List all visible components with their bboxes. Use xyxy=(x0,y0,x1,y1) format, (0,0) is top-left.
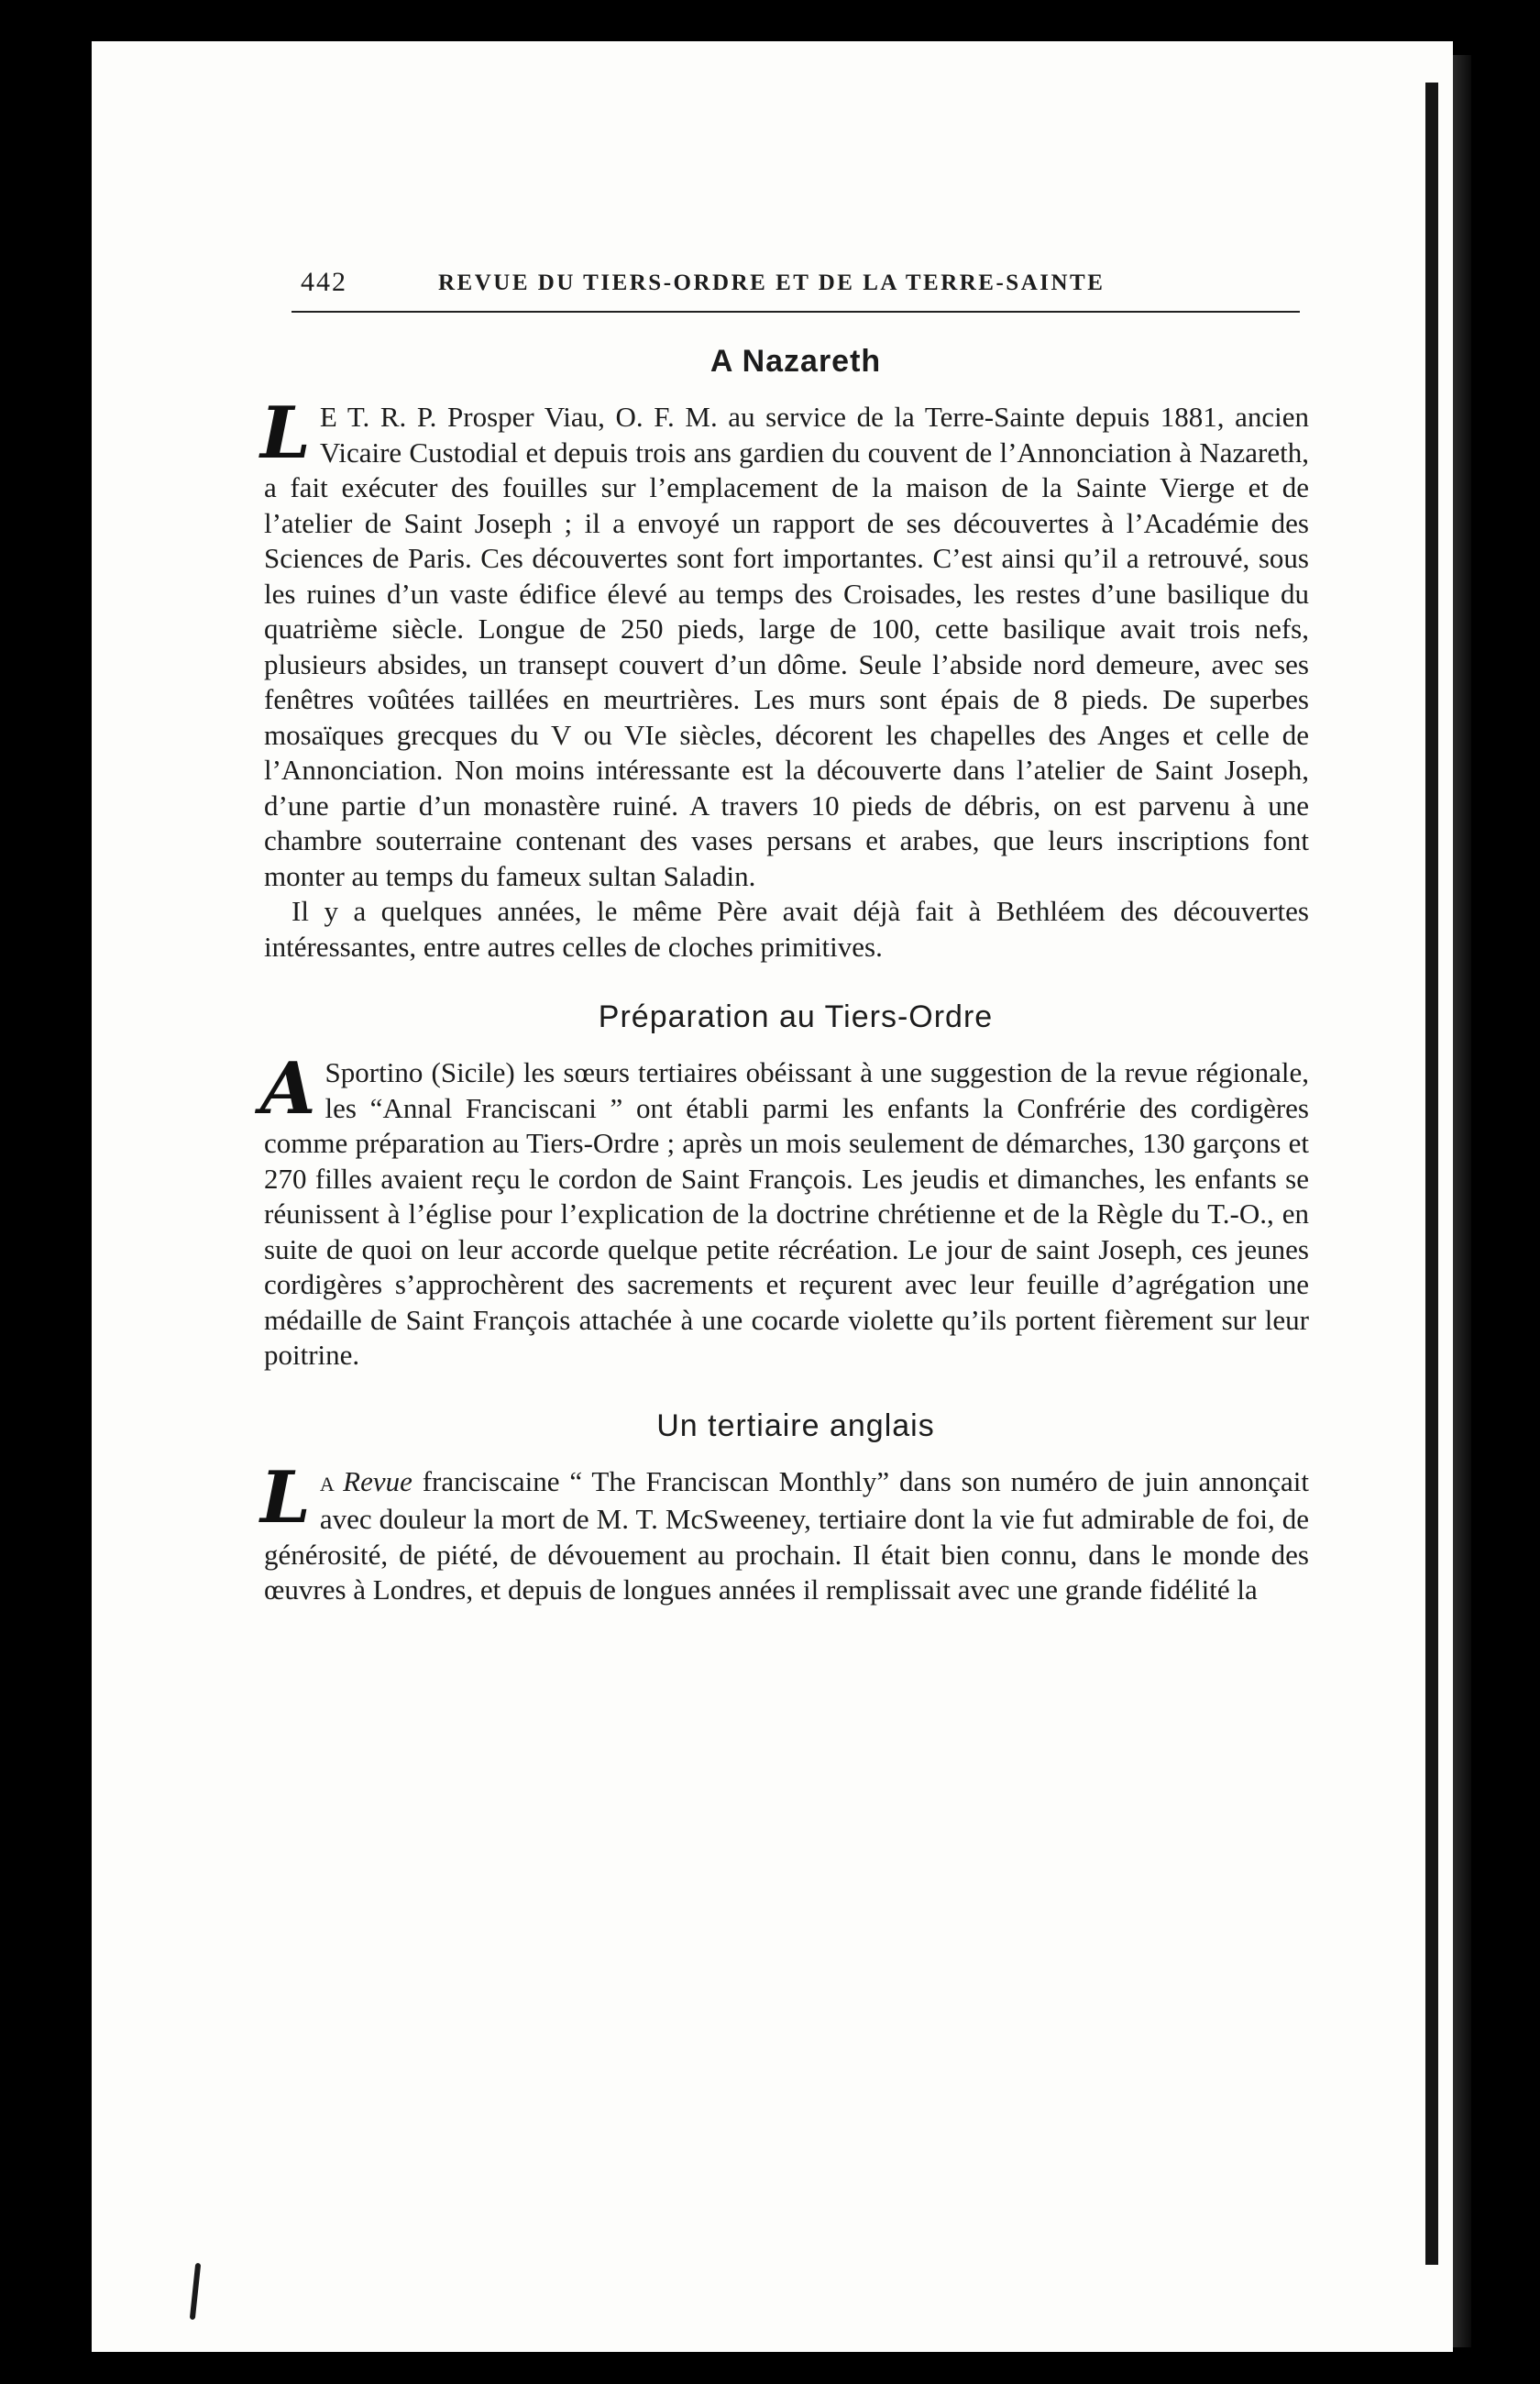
article-heading: A Nazareth xyxy=(710,344,882,379)
running-title: REVUE DU TIERS-ORDRE ET DE LA TERRE-SAINTE xyxy=(438,270,1106,295)
lead-small: A xyxy=(319,1472,344,1496)
dropcap: L xyxy=(260,1455,311,1540)
paragraph-text: E T. R. P. Prosper Viau, O. F. M. au service de la Terre-Sainte depuis 1881, ancien Vicaire Custodial et depuis trois ans gardien du couvent de l’Annonciation à Nazareth, a fait exécuter des fouilles sur l’emplacement de la maison de la Sainte Vierge et de l’atelier de Saint Joseph ; il a envoyé un rapport de ses découvertes à l’Académie des Sciences de Paris. Ces découvertes sont fort importantes. C’est ainsi qu’il a retrouvé, sous les ruines d’un vaste édifice élevé au temps des Croisades, les restes d’une basilique du quatrième siècle. Longue de 250 pieds, large de 100, cette basilique avait trois nefs, plusieurs absides, un transept couvert d’un dôme. Seule l’abside nord demeure, avec ses fenêtres voûtées taillées en meurtrières. Les murs sont épais de 8 pieds. De superbes mosaïques grecques du V ou VIe siècles, décorent les chapelles des Anges et celle de l’Annonciation. Non moins intéressante est la découverte dans l’atelier de Saint Joseph, d’une partie d’un monastère ruiné. A travers 10 pieds de débris, on est parvenu à une chambre souterraine contenant des vases persans et arabes, que leurs inscriptions font monter au temps du fameux sultan Saladin. xyxy=(264,401,1309,892)
article-tertiaire xyxy=(260,1407,1309,1608)
article-paragraph xyxy=(260,392,1309,894)
lead-italic: Revue xyxy=(343,1464,412,1497)
article-paragraph: Il y a quelques années, le même Père avait déjà fait à Bethléem des découvertes intéressantes, entre autres celles de cloches primitives. xyxy=(264,895,1309,963)
dropcap: A xyxy=(260,1047,316,1131)
text-column xyxy=(260,261,1309,1608)
page-gutter xyxy=(1425,83,1438,2265)
dropcap: L xyxy=(260,392,311,475)
article-preparation xyxy=(260,999,1309,1374)
running-head xyxy=(264,261,1309,298)
paragraph-text: Sportino (Sicile) les sœurs tertiaires obéissant à une suggestion de la revue régionale, les “Annal Franciscani ” ont établi parmi les enfants la Confrérie des cordigères comme préparation au Tiers-Ordre ; après un mois seulement de démarches, 130 garçons et 270 filles avaient reçu le cordon de Saint François. Les jeudis et dimanches, les enfants se réunissent à l’église pour l’explication de la doctrine chrétienne et de la Règle du T.-O., en suite de quoi on leur accorde quelque petite récréation. Le jour de saint Joseph, ces jeunes cordigères s’approchèrent des sacrements et reçurent avec leur feuille d’agrégation une médaille de Saint François attachée à une cocarde violette qu’ils portent fièrement sur leur poitrine. xyxy=(264,1056,1309,1371)
article-heading: Préparation au Tiers-Ordre xyxy=(598,999,994,1034)
article-paragraph xyxy=(260,1455,1309,1608)
article-nazareth xyxy=(260,344,1309,965)
page-number: 442 xyxy=(301,267,347,297)
article-heading: Un tertiaire anglais xyxy=(656,1407,935,1443)
page-edge-shadow xyxy=(1453,55,1471,2347)
header-rule xyxy=(292,311,1300,313)
paragraph-text: franciscaine “ The Franciscan Monthly” dans son numéro de juin annonçait avec douleur la mort de M. T. McSweeney, tertiaire dont la vie fut admirable de foi, de générosité, de piété, de dévouement au prochain. Il était bien connu, dans le monde des œuvres à Londres, et depuis de longues années il remplissait avec une grande fidélité la xyxy=(264,1464,1309,1606)
article-paragraph xyxy=(260,1047,1309,1374)
